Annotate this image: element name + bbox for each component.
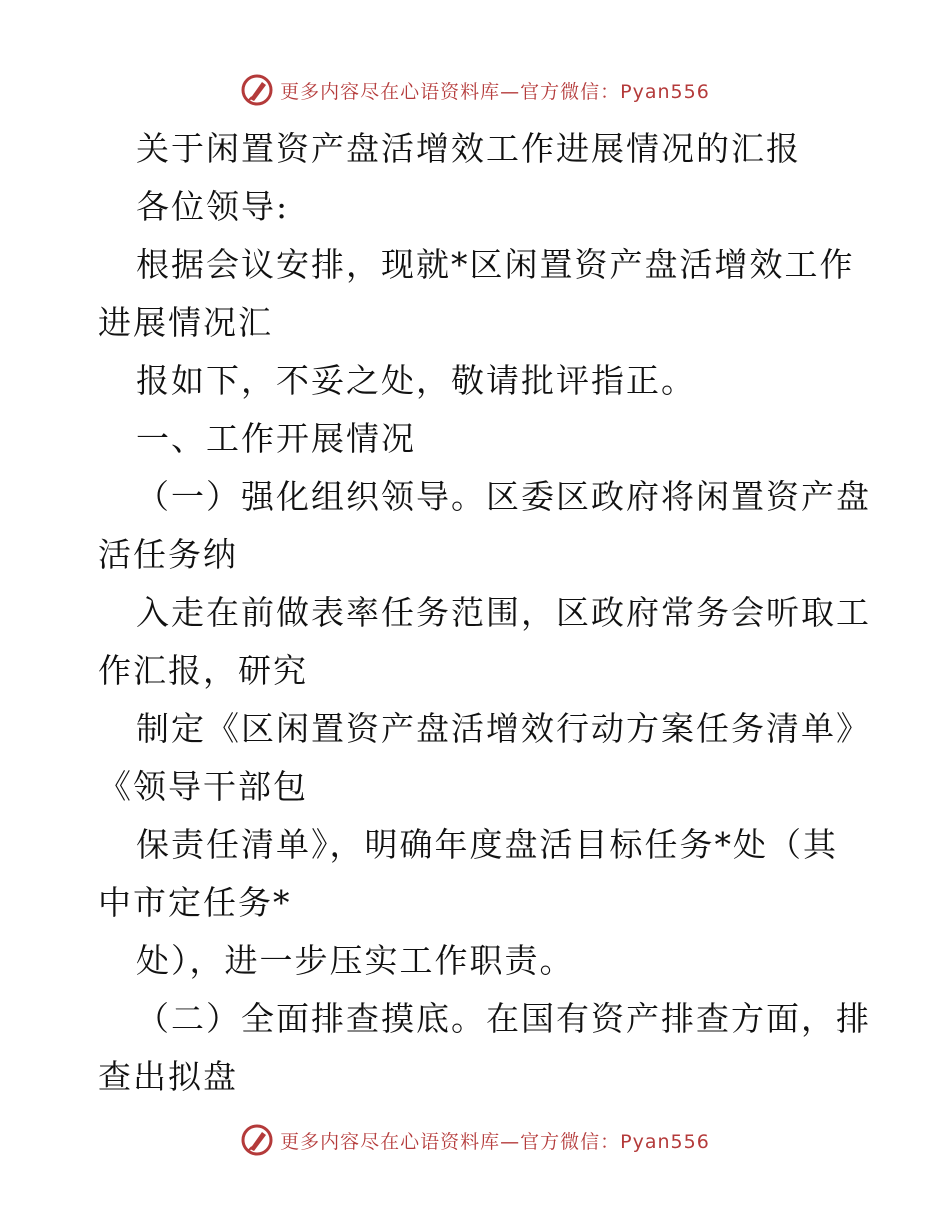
paragraph-line: 入走在前做表率任务范围，区政府常务会听取工 — [136, 593, 871, 632]
paragraph-line: 根据会议安排，现就*区闲置资产盘活增效工作 — [136, 245, 855, 284]
paragraph-line: （二）全面排查摸底。在国有资产排查方面，排 — [136, 999, 871, 1038]
footer-brand-text: 更多内容尽在心语资料库—官方微信：Pyan556 — [280, 1130, 710, 1153]
salutation: 各位领导: — [136, 187, 290, 226]
quill-pen-logo-icon — [240, 73, 274, 107]
footer-banner — [0, 1122, 950, 1158]
header-banner — [0, 72, 950, 108]
document-body — [98, 120, 871, 1106]
paragraph-line: 处），进一步压实工作职责。 — [136, 941, 575, 980]
section-heading: 一、工作开展情况 — [136, 419, 416, 458]
paragraph-line: 制定《区闲置资产盘活增效行动方案任务清单》 — [136, 709, 871, 748]
paragraph-line: 保责任清单》，明确年度盘活目标任务*处（其 — [136, 825, 838, 864]
paragraph-line: 活任务纳 — [98, 535, 238, 574]
paragraph-line: 进展情况汇 — [98, 303, 273, 342]
paragraph-line: 作汇报，研究 — [98, 651, 308, 690]
paragraph-line: 中市定任务* — [98, 883, 292, 922]
paragraph-line: 报如下，不妥之处，敬请批评指正。 — [136, 361, 696, 400]
paragraph-line: （一）强化组织领导。区委区政府将闲置资产盘 — [136, 477, 871, 516]
paragraph-line: 查出拟盘 — [98, 1057, 238, 1096]
paragraph-line: 《领导干部包 — [98, 767, 308, 806]
header-brand-text: 更多内容尽在心语资料库—官方微信：Pyan556 — [280, 80, 710, 103]
quill-pen-logo-icon — [240, 1123, 274, 1157]
document-title: 关于闲置资产盘活增效工作进展情况的汇报 — [136, 129, 801, 168]
